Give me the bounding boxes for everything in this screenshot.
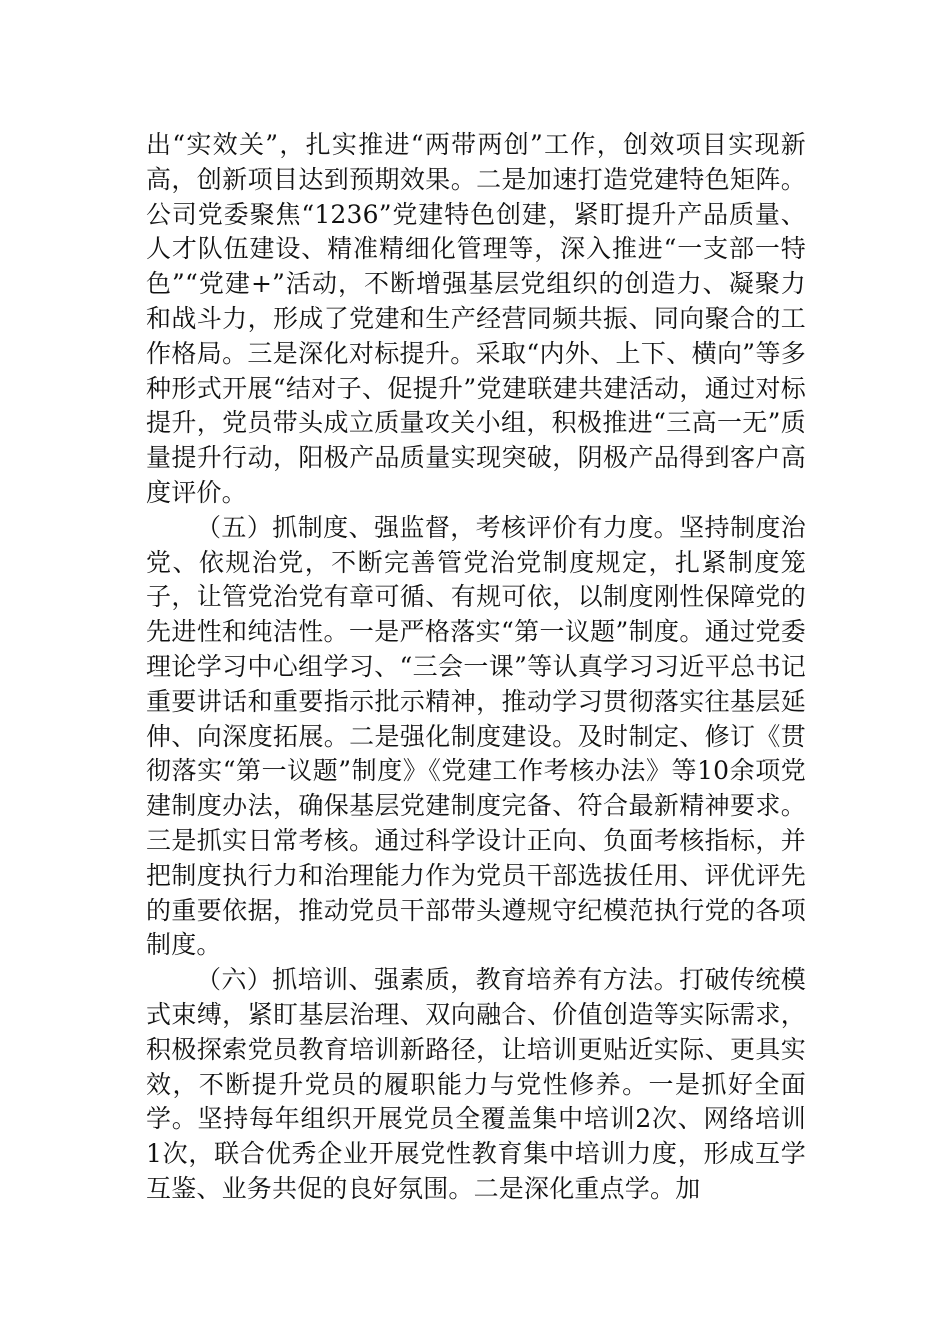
paragraph-continued: 出“实效关”，扎实推进“两带两创”工作，创效项目实现新高，创新项目达到预期效果。二是加速打造党建特色矩阵。公司党委聚焦“1236”党建特色创建，紧盯提升产品质量、人才队伍建设、精准精细化管理等，深入推进“一支部一特色”“党建+”活动，不断增强基层党组织的创造力、凝聚力和战斗力，形成了党建和生产经营同频共振、同向聚合的工作格局。三是深化对标提升。采取“内外、上下、横向”等多种形式开展“结对子、促提升”党建联建共建活动，通过对标提升，党员带头成立质量攻关小组，积极推进“三高一无”质量提升行动，阳极产品质量实现突破，阴极产品得到客户高度评价。	[146, 130, 806, 507]
paragraph-section-five: （五）抓制度、强监督，考核评价有力度。坚持制度治党、依规治党，不断完善管党治党制度规定，扎紧制度笼子，让管党治党有章可循、有规可依，以制度刚性保障党的先进性和纯洁性。一是严格落实“第一议题”制度。通过党委理论学习中心组学习、“三会一课”等认真学习习近平总书记重要讲话和重要指示批示精神，推动学习贯彻落实往基层延伸、向深度拓展。二是强化制度建设。及时制定、修订《贯彻落实“第一议题”制度》《党建工作考核办法》等10余项党建制度办法，确保基层党建制度完备、符合最新精神要求。三是抓实日常考核。通过科学设计正向、负面考核指标，并把制度执行力和治理能力作为党员干部选拔任用、评优评先的重要依据，推动党员干部带头遵规守纪模范执行党的各项制度。	[146, 512, 806, 960]
document-page	[146, 128, 806, 1207]
paragraph-section-six: （六）抓培训、强素质，教育培养有方法。打破传统模式束缚，紧盯基层治理、双向融合、价值创造等实际需求，积极探索党员教育培训新路径，让培训更贴近实际、更具实效，不断提升党员的履职能力与党性修养。一是抓好全面学。坚持每年组织开展党员全覆盖集中培训2次、网络培训1次，联合优秀企业开展党性教育集中培训力度，形成互学互鉴、业务共促的良好氛围。二是深化重点学。加	[146, 965, 806, 1203]
